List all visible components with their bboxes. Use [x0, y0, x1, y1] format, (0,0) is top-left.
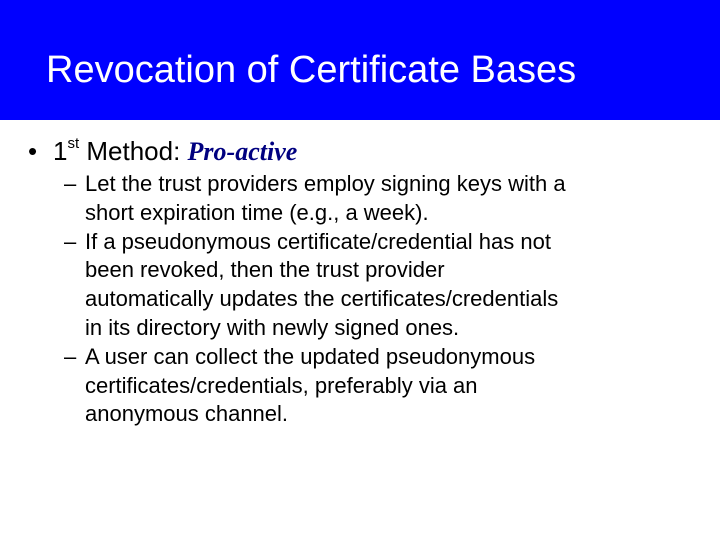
bullet-label: Method: — [79, 136, 188, 166]
bullet-prefix: 1 — [53, 136, 68, 166]
sub-bullet-marker: – — [64, 343, 77, 369]
sub-bullet — [64, 343, 704, 429]
sub-bullet-marker: – — [64, 228, 77, 254]
sub-bullet-line: been revoked, then the trust provider — [85, 257, 445, 283]
sub-bullet — [64, 170, 704, 228]
sub-bullet-line: If a pseudonymous certificate/credential has not — [85, 228, 551, 254]
sub-bullet-line: A user can collect the updated pseudonymous — [85, 343, 536, 369]
main-bullet — [28, 134, 297, 169]
sub-bullet-line: short expiration time (e.g., a week). — [85, 199, 429, 225]
bullet-emphasis: Pro-active — [187, 137, 298, 166]
title-bar — [0, 0, 720, 120]
sub-bullet — [64, 228, 704, 343]
sub-bullet-line: in its directory with newly signed ones. — [85, 314, 460, 340]
sub-bullet-line: anonymous channel. — [85, 401, 289, 427]
sub-bullet-marker: – — [64, 171, 77, 196]
bullet-superscript: st — [67, 135, 80, 153]
sub-bullet-line: Let the trust providers employ signing keys with a — [85, 171, 566, 196]
sub-bullet-line: certificates/credentials, preferably via an — [85, 372, 478, 398]
bullet-marker: • — [28, 136, 38, 166]
sub-bullet-list — [64, 170, 704, 429]
sub-bullet-line: automatically updates the certificates/credentials — [85, 286, 559, 312]
slide-title: Revocation of Certificate Bases — [46, 49, 577, 91]
